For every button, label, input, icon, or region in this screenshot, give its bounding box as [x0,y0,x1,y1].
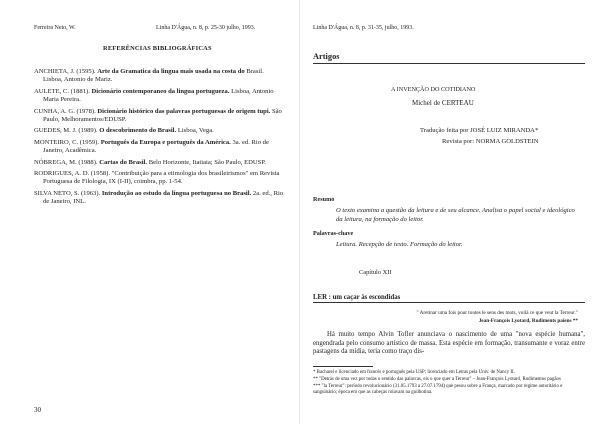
reviewer-line: Revista por: NORMA GOLDSTEIN [442,138,539,145]
reference-title: Português da Europa e português da América. [100,138,231,146]
reference-author: SILVA NETO, S. (1963). [34,189,101,197]
epigraph-quote: " Aretinar uma fois pour toutes le sens des mots, voilà ce que veut la Terreur." [416,310,578,316]
chapter-heading: Capítulo XII [359,269,392,276]
footnote-divider [313,366,373,367]
page-number: 30 [34,406,41,414]
header-citation-right: Linha D'Água, n. 8, p. 31-35, julho, 1993. [313,25,414,31]
footnote: *** "la Terreur": período revolucionário (31.05.1793 a 27.07.1794) que pesou sobre a França, marcado por regime autoritário e sanguinário; época em que as cabeças rolavam na guilhotina. [313,383,563,395]
epigraph-source: Jean-François Lyotard, Rudiments païens ** [478,318,578,324]
reference-details: São Paulo, Melhoramentos/EDUSP. [43,107,282,124]
abstract-text: O texto examina a questão da leitura e de seu alcance. Analisa o papel social e ideológico da leitura, na formação do leitor. [336,207,575,223]
reference-author: ANCHIETA, J. (1595). [34,68,96,75]
section-heading: LER : um caçar às escondidas [313,294,585,303]
body-paragraph: Há muito tempo Alvin Tofler anunciava o nascimento de uma "nova espécie humana", engendrada pelo consumo artístico de massa. Esta espécie em formação, transumante e voraz entre pastagens da mídia, teria como traço dis- [313,331,585,356]
reference-details: 3a. ed. Rio de Janeiro, Acadêmica. [43,138,269,155]
reference-details: Lisboa, Antonio Maria Pereira. [43,87,274,104]
abstract-label: Resumo [313,196,335,203]
footnote: ** "Detrás de uma vez por todas o sentido das palavras, eis o que quer a Terreur" – Jean-François Lyotard, Rudimentos pagãos [313,376,561,382]
translator-line: Tradução feita por JOSÉ LUIZ MIRANDA* [420,127,539,134]
reference-author: NÓBREGA, M. (1988). [34,158,98,166]
reference-author: AULETE, C. (1881). [34,87,90,95]
reference-author: GUEDES, M. J. (1989). [34,127,98,135]
keywords-label: Palavras-chave [313,230,354,237]
reference-details: Lisboa, Vega. [177,127,214,135]
reference-title: Dicionário contemporaneo da lingua portugueza. [91,87,230,95]
reference-details: "Contribuição para a etimologia dos brasileirismos" em Revista Portuguesa de Filologia, IX (I-II), coimbra, pp. 1-54. [43,170,280,186]
reference-title: O descobrimento do Brasil. [99,127,177,135]
reference-author: CUNHA, A. G. (1978). [34,107,96,115]
header-author: Ferreira Neto, W. [34,25,76,31]
reference-details: Brasil. Lisboa, Antonio de Mariz. [43,68,264,84]
article-title: A INVENÇÃO DO COTIDIANO [391,86,476,93]
footnotes [313,370,585,397]
footnote: * Bacharel e licenciado em francês e português pela USP; licenciado em Letras pela Univ. de Nancy II. [313,370,515,375]
reference-author: MONTEIRO, C. (1959). [34,138,100,146]
article-author: Michel de CERTEAU [412,99,474,107]
keywords-text: Leitura. Recepção de texto. Formação do leitor. [336,241,463,248]
reference-title: Introdução ao estudo da língua portuguesa no Brasil. [101,189,252,197]
section-label: Artigos [313,52,585,64]
reference-details: 2a. ed., Rio de Janeiro, INL. [43,189,284,206]
references-title: REFERÊNCIAS BIBLIOGRÁFICAS [103,45,212,52]
header-citation: Linha D'Água, n. 8, p. 25-30 julho, 1993. [156,25,256,31]
reference-author: RODRIGUES, A. D. (1958). [34,170,111,178]
reference-title: Dicionário histórico das palavras portuguesas de origem tupi. [97,107,271,115]
reference-title: Cartas do Brasil. [99,158,148,166]
reference-details: Belo Horizonte, Itatiaia; São Paulo, EDUSP. [148,158,266,166]
reference-title: Arte da Gramatica da lingua mais usada na costa do [97,68,245,75]
